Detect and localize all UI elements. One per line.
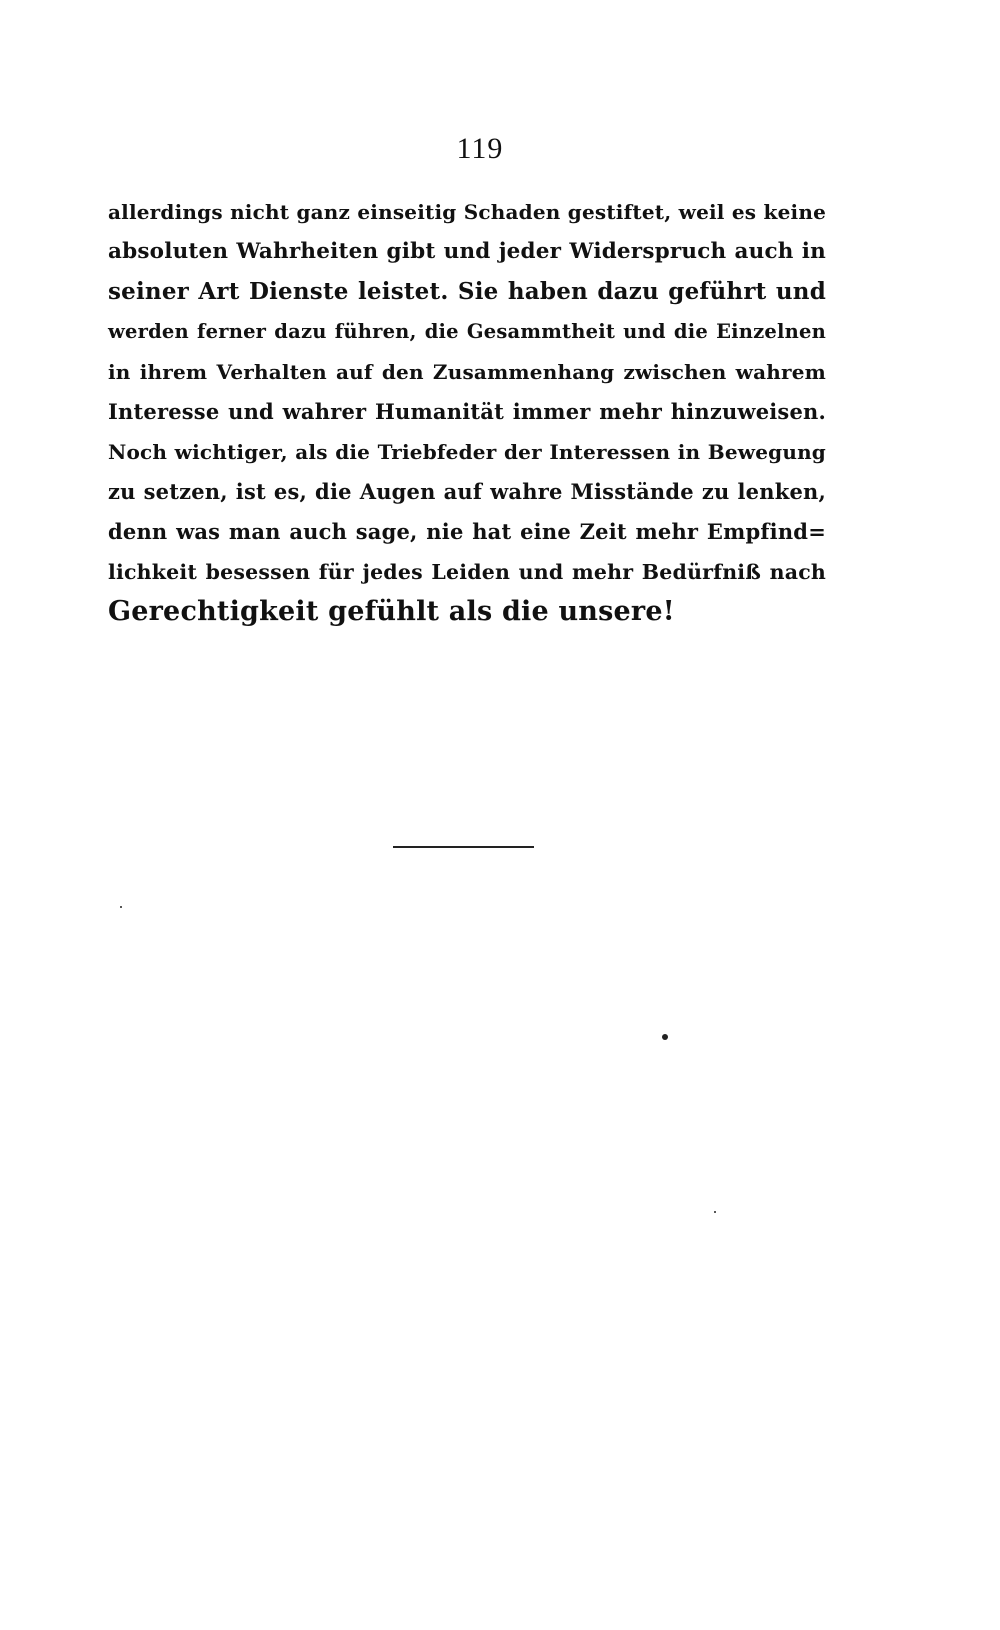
text-line: werden ferner dazu führen, die Gesammtheit und die Einzelnen [108, 320, 826, 343]
text-line: absoluten Wahrheiten gibt und jeder Widerspruch auch in [108, 239, 826, 264]
text-line: lichkeit besessen für jedes Leiden und mehr Bedürfniß nach [108, 560, 826, 584]
text-line: denn was man auch sage, nie hat eine Zeit mehr Empfind= [108, 519, 826, 544]
print-speck [662, 1034, 668, 1040]
section-divider [393, 846, 534, 848]
text-line: allerdings nicht ganz einseitig Schaden gestiftet, weil es keine [108, 200, 826, 224]
text-line: Noch wichtiger, als die Triebfeder der Interessen in Bewegung [108, 440, 826, 464]
body-paragraph [108, 192, 826, 632]
print-speck [714, 1211, 716, 1213]
text-line: in ihrem Verhalten auf den Zusammenhang zwischen wahrem [108, 360, 826, 384]
text-line-last: Gerechtigkeit gefühlt als die unsere! [108, 596, 675, 627]
text-line: Interesse und wahrer Humanität immer mehr hinzuweisen. [108, 399, 826, 424]
text-line: zu setzen, ist es, die Augen auf wahre Misstände zu lenken, [108, 479, 826, 504]
text-line: seiner Art Dienste leistet. Sie haben dazu geführt und [108, 278, 826, 305]
print-speck [120, 906, 122, 908]
page-number: 119 [456, 132, 504, 165]
